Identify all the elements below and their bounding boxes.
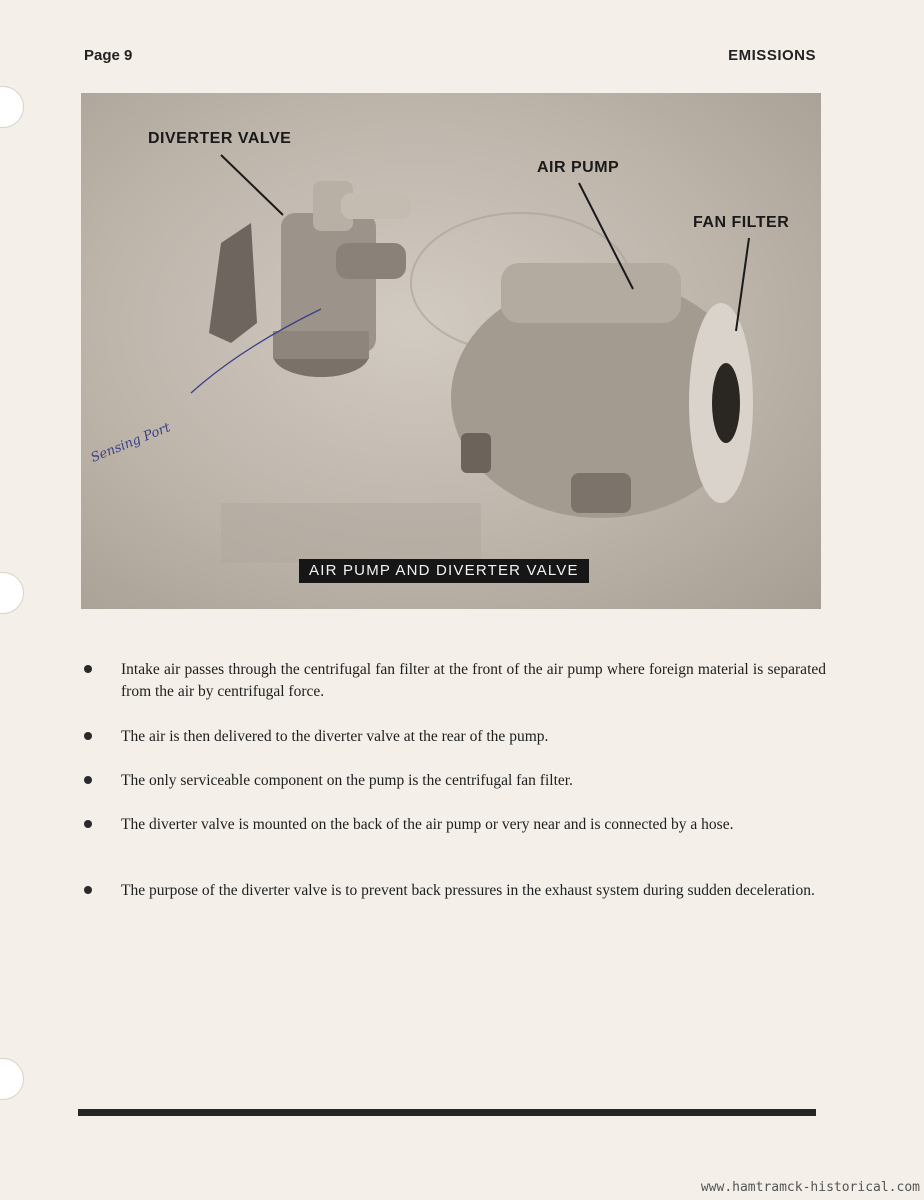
- callout-leader-filter: [736, 238, 749, 331]
- bullet-dot-icon: [84, 886, 92, 894]
- bullet-dot-icon: [84, 776, 92, 784]
- callout-fan-filter: FAN FILTER: [693, 214, 790, 231]
- binder-hole: [0, 86, 24, 128]
- bullet-text: Intake air passes through the centrifugal fan filter at the front of the air pump where foreign material is separated from the air by centrifugal force.: [121, 661, 826, 700]
- binder-hole: [0, 572, 24, 614]
- bullet-dot-icon: [84, 665, 92, 673]
- bullet-text: The only serviceable component on the pump is the centrifugal fan filter.: [121, 772, 573, 789]
- bullet-dot-icon: [84, 820, 92, 828]
- figure-photo: [81, 93, 821, 609]
- site-watermark: www.hamtramck-historical.com: [700, 1180, 920, 1195]
- handwritten-note: Sensing Port: [88, 420, 173, 466]
- figure-illustration: [81, 93, 821, 609]
- bullet-dot-icon: [84, 732, 92, 740]
- air-pump-illustration: [451, 263, 753, 518]
- callout-diverter-valve: DIVERTER VALVE: [148, 130, 292, 147]
- callout-air-pump: AIR PUMP: [537, 159, 620, 176]
- bullet-text: The air is then delivered to the diverter valve at the rear of the pump.: [121, 728, 549, 745]
- figure-caption: AIR PUMP AND DIVERTER VALVE: [299, 559, 589, 583]
- binder-hole: [0, 1058, 24, 1100]
- callout-leader-diverter: [221, 155, 283, 215]
- bullet-text: The purpose of the diverter valve is to prevent back pressures in the exhaust system during sudden deceleration.: [121, 882, 815, 899]
- footer-rule: [78, 1109, 816, 1116]
- page-number: Page 9: [84, 47, 133, 64]
- section-title: EMISSIONS: [728, 47, 816, 64]
- background-label-plate: [221, 503, 481, 563]
- bullet-text: The diverter valve is mounted on the back of the air pump or very near and is connected by a hose.: [121, 816, 734, 833]
- diverter-valve-illustration: [209, 181, 411, 377]
